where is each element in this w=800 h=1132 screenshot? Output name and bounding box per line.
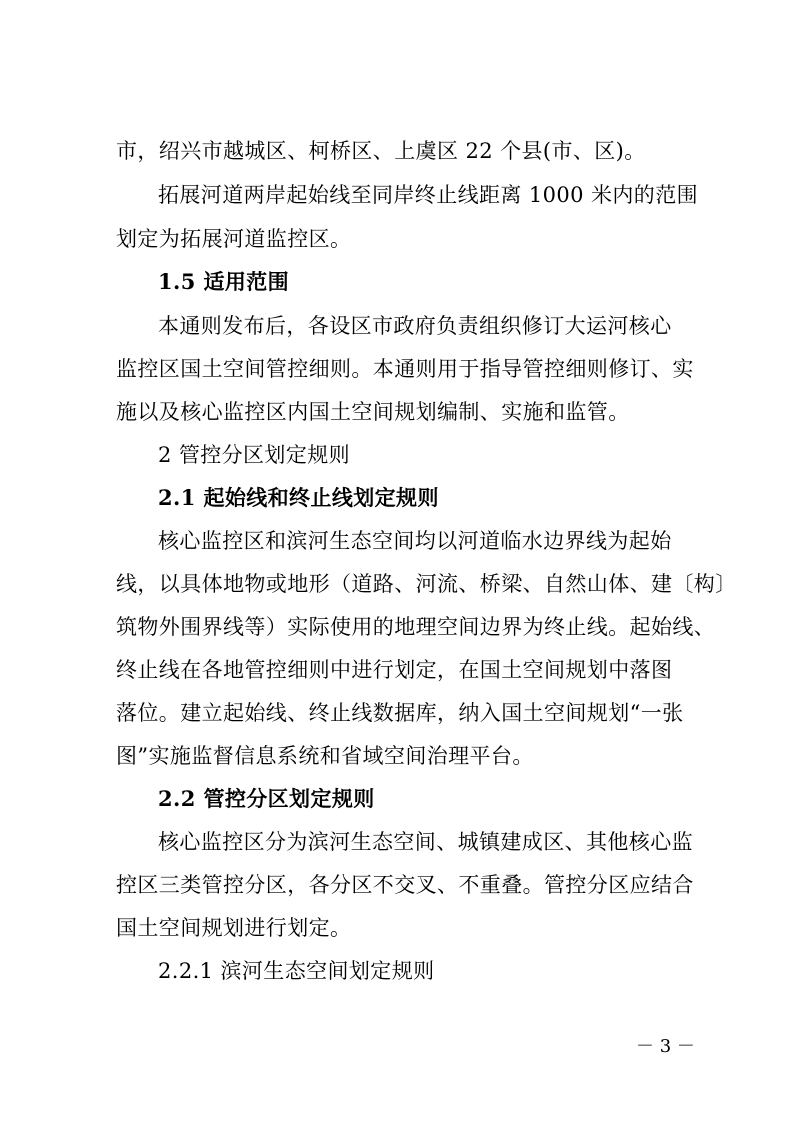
- body-text-line: 终止线在各地管控细则中进行划定，在国土空间规划中落图: [116, 658, 673, 682]
- body-text-line: 控区三类管控分区，各分区不交叉、不重叠。管控分区应结合: [116, 873, 694, 897]
- body-text-line: 落位。建立起始线、终止线数据库，纳入国土空间规划“一张: [116, 701, 684, 725]
- section-heading-1-5: 1.5 适用范围: [158, 269, 290, 294]
- body-text-line: 筑物外围界线等）实际使用的地理空间边界为终止线。起始线、: [116, 615, 716, 639]
- subsection-heading-2-2-1: 2.2.1 滨河生态空间划定规则: [158, 959, 435, 983]
- section-heading-2-1: 2.1 起始线和终止线划定规则: [158, 485, 439, 510]
- body-text-line: 图”实施监督信息系统和省域空间治理平台。: [116, 744, 534, 768]
- body-text-line: 本通则发布后，各设区市政府负责组织修订大运河核心: [158, 314, 672, 338]
- chapter-heading-2: 2 管控分区划定规则: [158, 443, 351, 467]
- body-text-line: 施以及核心监控区内国土空间规划编制、实施和监管。: [116, 400, 630, 424]
- body-text-line: 核心监控区分为滨河生态空间、城镇建成区、其他核心监: [158, 830, 693, 854]
- body-text-line: 监控区国土空间管控细则。本通则用于指导管控细则修订、实: [116, 357, 694, 381]
- body-text-line: 市，绍兴市越城区、柯桥区、上虞区 22 个县(市、区)。: [116, 139, 646, 163]
- section-heading-2-2: 2.2 管控分区划定规则: [158, 786, 375, 811]
- body-text-line: 线，以具体地物或地形（道路、河流、桥梁、自然山体、建〔构〕: [116, 572, 737, 596]
- body-text-line: 核心监控区和滨河生态空间均以河道临水边界线为起始: [158, 529, 672, 553]
- body-text-line: 拓展河道两岸起始线至同岸终止线距离 1000 米内的范围: [158, 183, 698, 207]
- body-text-line: 划定为拓展河道监控区。: [116, 227, 352, 251]
- body-text-line: 国土空间规划进行划定。: [116, 916, 352, 940]
- page-number: － 3 －: [636, 1036, 695, 1057]
